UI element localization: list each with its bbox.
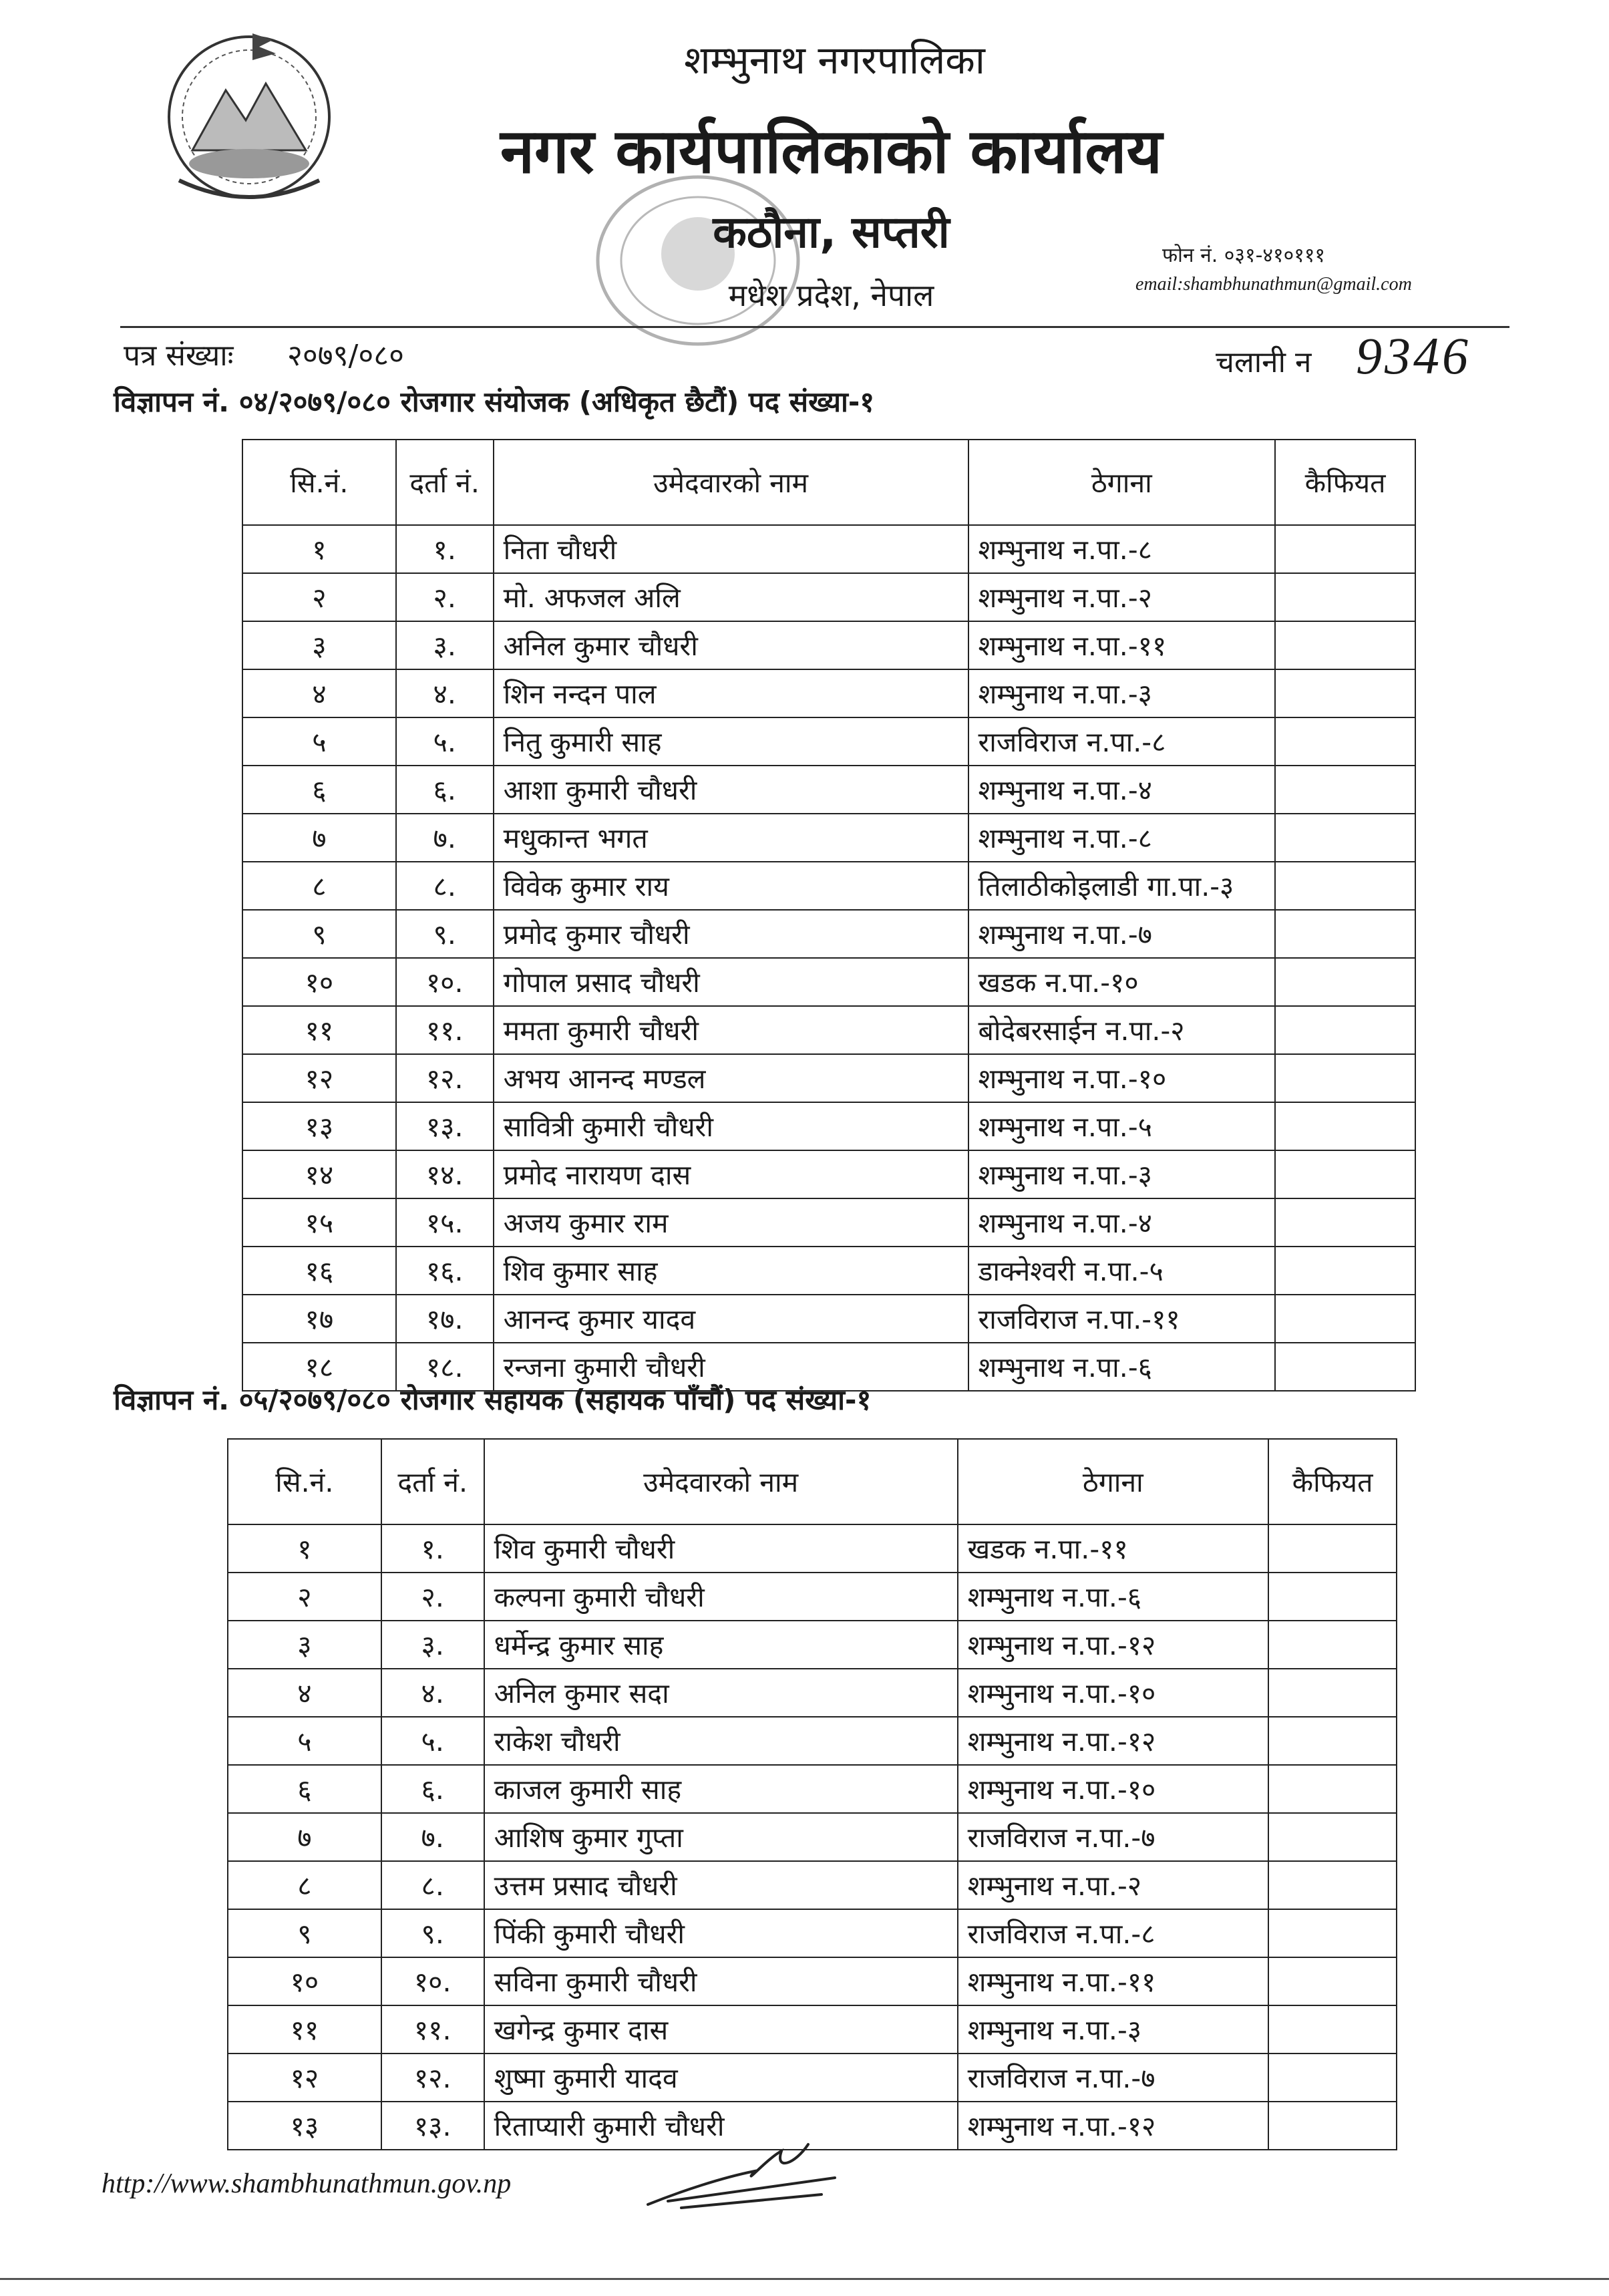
- address-cell: शम्भुनाथ न.पा.-१२: [958, 1621, 1268, 1669]
- registration-cell: ८.: [396, 862, 494, 910]
- address-cell: शम्भुनाथ न.पा.-१०: [958, 1669, 1268, 1717]
- address-cell: राजविराज न.पा.-७: [958, 1813, 1268, 1861]
- serial-cell: १२: [228, 2054, 381, 2102]
- remarks-cell: [1268, 1524, 1397, 1573]
- province-line: मधेश प्रदेश, नेपाल: [728, 277, 934, 313]
- address-cell: शम्भुनाथ न.पा.-७: [968, 910, 1276, 958]
- candidate-name-cell: कल्पना कुमारी चौधरी: [484, 1573, 958, 1621]
- serial-cell: २: [242, 573, 396, 621]
- remarks-cell: [1275, 1102, 1415, 1150]
- remarks-cell: [1275, 669, 1415, 717]
- candidate-name-cell: नितु कुमारी साह: [494, 717, 968, 766]
- registration-cell: ७.: [396, 814, 494, 862]
- column-header: ठेगाना: [968, 440, 1276, 525]
- address-cell: शम्भुनाथ न.पा.-१२: [958, 1717, 1268, 1765]
- table-row: [242, 1054, 1415, 1102]
- table-row: [228, 1813, 1397, 1861]
- address-cell: राजविराज न.पा.-८: [958, 1909, 1268, 1957]
- registration-cell: ४.: [381, 1669, 484, 1717]
- serial-cell: ११: [242, 1006, 396, 1054]
- remarks-cell: [1275, 525, 1415, 573]
- candidate-table: [242, 439, 1416, 1391]
- dispatch-number: 9346: [1356, 327, 1471, 385]
- address-cell: शम्भुनाथ न.पा.-४: [968, 766, 1276, 814]
- candidate-name-cell: पिंकी कुमारी चौधरी: [484, 1909, 958, 1957]
- registration-cell: १.: [381, 1524, 484, 1573]
- serial-cell: १८: [242, 1343, 396, 1391]
- table-row: [242, 1247, 1415, 1295]
- serial-cell: ९: [228, 1909, 381, 1957]
- registration-cell: १२.: [396, 1054, 494, 1102]
- candidate-name-cell: सावित्री कुमारी चौधरी: [494, 1102, 968, 1150]
- registration-cell: ७.: [381, 1813, 484, 1861]
- address-cell: शम्भुनाथ न.पा.-८: [968, 814, 1276, 862]
- registration-cell: १०.: [396, 958, 494, 1006]
- signature-mark: [641, 2131, 862, 2218]
- remarks-cell: [1275, 717, 1415, 766]
- municipality-name: शम्भुनाथ नगरपालिका: [684, 37, 985, 83]
- serial-cell: ३: [228, 1621, 381, 1669]
- candidate-table: [227, 1438, 1397, 2150]
- table-row: [228, 1573, 1397, 1621]
- table-row: [228, 1765, 1397, 1813]
- table-row: [228, 1524, 1397, 1573]
- address-cell: शम्भुनाथ न.पा.-३: [958, 2005, 1268, 2054]
- table-row: [242, 573, 1415, 621]
- page-bottom-rule: [0, 2278, 1609, 2280]
- serial-cell: ४: [242, 669, 396, 717]
- registration-cell: १८.: [396, 1343, 494, 1391]
- table-row: [242, 766, 1415, 814]
- column-header: कैफियत: [1268, 1439, 1397, 1524]
- table-row: [228, 1909, 1397, 1957]
- candidate-name-cell: ममता कुमारी चौधरी: [494, 1006, 968, 1054]
- table-row: [242, 1006, 1415, 1054]
- column-header: कैफियत: [1275, 440, 1415, 525]
- table-row: [242, 1295, 1415, 1343]
- office-location: कठौना, सप्तरी: [713, 206, 950, 258]
- candidate-name-cell: निता चौधरी: [494, 525, 968, 573]
- remarks-cell: [1268, 1957, 1397, 2005]
- candidate-name-cell: रिताप्यारी कुमारी चौधरी: [484, 2102, 958, 2150]
- address-cell: शम्भुनाथ न.पा.-४: [968, 1198, 1276, 1247]
- table-row: [242, 669, 1415, 717]
- address-cell: शम्भुनाथ न.पा.-३: [968, 1150, 1276, 1198]
- candidate-name-cell: मधुकान्त भगत: [494, 814, 968, 862]
- registration-cell: ५.: [396, 717, 494, 766]
- address-cell: शम्भुनाथ न.पा.-३: [968, 669, 1276, 717]
- address-cell: खडक न.पा.-१०: [968, 958, 1276, 1006]
- remarks-cell: [1275, 862, 1415, 910]
- address-cell: शम्भुनाथ न.पा.-६: [958, 1573, 1268, 1621]
- address-cell: शम्भुनाथ न.पा.-६: [968, 1343, 1276, 1391]
- letter-ref-value: २०७९/०८०: [287, 339, 404, 373]
- remarks-cell: [1268, 2102, 1397, 2150]
- candidate-name-cell: आशिष कुमार गुप्ता: [484, 1813, 958, 1861]
- table-row: [242, 958, 1415, 1006]
- table-row: [242, 1150, 1415, 1198]
- serial-cell: ६: [242, 766, 396, 814]
- address-cell: बोदेबरसाईन न.पा.-२: [968, 1006, 1276, 1054]
- remarks-cell: [1268, 1765, 1397, 1813]
- remarks-cell: [1275, 910, 1415, 958]
- serial-cell: ४: [228, 1669, 381, 1717]
- table-header-row: [228, 1439, 1397, 1524]
- registration-cell: ११.: [381, 2005, 484, 2054]
- remarks-cell: [1268, 1909, 1397, 1957]
- address-cell: शम्भुनाथ न.पा.-१०: [968, 1054, 1276, 1102]
- registration-cell: १०.: [381, 1957, 484, 2005]
- serial-cell: १७: [242, 1295, 396, 1343]
- candidate-name-cell: प्रमोद कुमार चौधरी: [494, 910, 968, 958]
- serial-cell: ६: [228, 1765, 381, 1813]
- section-title: विज्ञापन नं. ०५/२०७९/०८० रोजगार सहायक (सहायक पाँचौं) पद संख्या-१: [114, 1383, 872, 1416]
- remarks-cell: [1275, 766, 1415, 814]
- candidate-name-cell: अनिल कुमार चौधरी: [494, 621, 968, 669]
- remarks-cell: [1268, 1669, 1397, 1717]
- remarks-cell: [1275, 621, 1415, 669]
- remarks-cell: [1275, 1198, 1415, 1247]
- address-cell: शम्भुनाथ न.पा.-१२: [958, 2102, 1268, 2150]
- serial-cell: १: [242, 525, 396, 573]
- registration-cell: १७.: [396, 1295, 494, 1343]
- remarks-cell: [1275, 1054, 1415, 1102]
- serial-cell: १२: [242, 1054, 396, 1102]
- registration-cell: १.: [396, 525, 494, 573]
- candidate-name-cell: गोपाल प्रसाद चौधरी: [494, 958, 968, 1006]
- table-row: [228, 1957, 1397, 2005]
- address-cell: शम्भुनाथ न.पा.-११: [968, 621, 1276, 669]
- serial-cell: ८: [242, 862, 396, 910]
- remarks-cell: [1275, 1343, 1415, 1391]
- table-row: [242, 1198, 1415, 1247]
- remarks-cell: [1275, 573, 1415, 621]
- address-cell: शम्भुनाथ न.पा.-५: [968, 1102, 1276, 1150]
- remarks-cell: [1275, 1006, 1415, 1054]
- candidate-name-cell: आशा कुमारी चौधरी: [494, 766, 968, 814]
- serial-cell: ८: [228, 1861, 381, 1909]
- table-row: [242, 862, 1415, 910]
- table-row: [228, 2005, 1397, 2054]
- table-row: [242, 717, 1415, 766]
- remarks-cell: [1268, 2005, 1397, 2054]
- registration-cell: १६.: [396, 1247, 494, 1295]
- candidate-name-cell: अभय आनन्द मण्डल: [494, 1054, 968, 1102]
- candidate-name-cell: काजल कुमारी साह: [484, 1765, 958, 1813]
- address-cell: शम्भुनाथ न.पा.-२: [958, 1861, 1268, 1909]
- registration-cell: ११.: [396, 1006, 494, 1054]
- registration-cell: ९.: [381, 1909, 484, 1957]
- remarks-cell: [1268, 1573, 1397, 1621]
- address-cell: शम्भुनाथ न.पा.-११: [958, 1957, 1268, 2005]
- table-row: [228, 1669, 1397, 1717]
- candidate-name-cell: राकेश चौधरी: [484, 1717, 958, 1765]
- address-cell: खडक न.पा.-११: [958, 1524, 1268, 1573]
- candidate-name-cell: धर्मेन्द्र कुमार साह: [484, 1621, 958, 1669]
- table-body: [228, 1524, 1397, 2150]
- remarks-cell: [1275, 958, 1415, 1006]
- table-row: [242, 621, 1415, 669]
- candidate-name-cell: खगेन्द्र कुमार दास: [484, 2005, 958, 2054]
- website-url: http://www.shambhunathmun.gov.np: [102, 2168, 512, 2199]
- dispatch-label: चलानी न: [1216, 345, 1312, 379]
- column-header: सि.नं.: [228, 1439, 381, 1524]
- table-row: [228, 2054, 1397, 2102]
- registration-cell: ८.: [381, 1861, 484, 1909]
- serial-cell: १: [228, 1524, 381, 1573]
- serial-cell: १४: [242, 1150, 396, 1198]
- candidate-name-cell: प्रमोद नारायण दास: [494, 1150, 968, 1198]
- serial-cell: ११: [228, 2005, 381, 2054]
- registration-cell: १३.: [396, 1102, 494, 1150]
- remarks-cell: [1268, 1717, 1397, 1765]
- remarks-cell: [1275, 814, 1415, 862]
- registration-cell: ४.: [396, 669, 494, 717]
- table-row: [242, 910, 1415, 958]
- serial-cell: ५: [242, 717, 396, 766]
- address-cell: डाक्नेश्वरी न.पा.-५: [968, 1247, 1276, 1295]
- table-row: [242, 814, 1415, 862]
- serial-cell: १५: [242, 1198, 396, 1247]
- email-address: email:shambhunathmun@gmail.com: [1135, 274, 1412, 295]
- candidate-name-cell: शिन नन्दन पाल: [494, 669, 968, 717]
- serial-cell: १०: [228, 1957, 381, 2005]
- candidate-name-cell: आनन्द कुमार यादव: [494, 1295, 968, 1343]
- address-cell: राजविराज न.पा.-११: [968, 1295, 1276, 1343]
- serial-cell: १०: [242, 958, 396, 1006]
- table-row: [242, 525, 1415, 573]
- letter-ref-label: पत्र संख्याः: [124, 339, 234, 373]
- serial-cell: ७: [242, 814, 396, 862]
- remarks-cell: [1275, 1150, 1415, 1198]
- registration-cell: ६.: [381, 1765, 484, 1813]
- candidate-name-cell: उत्तम प्रसाद चौधरी: [484, 1861, 958, 1909]
- registration-cell: १४.: [396, 1150, 494, 1198]
- header-divider: [120, 326, 1509, 328]
- candidate-name-cell: सविना कुमारी चौधरी: [484, 1957, 958, 2005]
- serial-cell: ९: [242, 910, 396, 958]
- table-header-row: [242, 440, 1415, 525]
- candidate-name-cell: शिव कुमारी चौधरी: [484, 1524, 958, 1573]
- candidate-name-cell: विवेक कुमार राय: [494, 862, 968, 910]
- serial-cell: ५: [228, 1717, 381, 1765]
- column-header: उमेदवारको नाम: [494, 440, 968, 525]
- phone-number: फोन नं. ०३१-४१०१११: [1162, 244, 1326, 267]
- remarks-cell: [1268, 2054, 1397, 2102]
- remarks-cell: [1268, 1861, 1397, 1909]
- section-title: विज्ञापन नं. ०४/२०७९/०८० रोजगार संयोजक (अधिकृत छैटौं) पद संख्या-१: [114, 385, 875, 418]
- address-cell: राजविराज न.पा.-८: [968, 717, 1276, 766]
- address-cell: शम्भुनाथ न.पा.-८: [968, 525, 1276, 573]
- candidate-name-cell: मो. अफजल अलि: [494, 573, 968, 621]
- column-header: दर्ता नं.: [396, 440, 494, 525]
- remarks-cell: [1275, 1295, 1415, 1343]
- serial-cell: ७: [228, 1813, 381, 1861]
- candidate-name-cell: शुष्मा कुमारी यादव: [484, 2054, 958, 2102]
- table-row: [242, 1102, 1415, 1150]
- address-cell: राजविराज न.पा.-७: [958, 2054, 1268, 2102]
- registration-cell: ६.: [396, 766, 494, 814]
- column-header: उमेदवारको नाम: [484, 1439, 958, 1524]
- table-row: [228, 1861, 1397, 1909]
- table-row: [228, 1621, 1397, 1669]
- serial-cell: ३: [242, 621, 396, 669]
- serial-cell: १३: [228, 2102, 381, 2150]
- registration-cell: ५.: [381, 1717, 484, 1765]
- address-cell: शम्भुनाथ न.पा.-२: [968, 573, 1276, 621]
- table-body: [242, 525, 1415, 1391]
- remarks-cell: [1268, 1621, 1397, 1669]
- registration-cell: ३.: [396, 621, 494, 669]
- office-title: नगर कार्यपालिकाको कार्यालय: [500, 116, 1163, 187]
- address-cell: शम्भुनाथ न.पा.-१०: [958, 1765, 1268, 1813]
- registration-cell: १२.: [381, 2054, 484, 2102]
- candidate-name-cell: रन्जना कुमारी चौधरी: [494, 1343, 968, 1391]
- column-header: सि.नं.: [242, 440, 396, 525]
- registration-cell: ३.: [381, 1621, 484, 1669]
- office-seal-stamp: [588, 160, 808, 361]
- serial-cell: १६: [242, 1247, 396, 1295]
- remarks-cell: [1275, 1247, 1415, 1295]
- registration-cell: २.: [381, 1573, 484, 1621]
- column-header: ठेगाना: [958, 1439, 1268, 1524]
- candidate-name-cell: अनिल कुमार सदा: [484, 1669, 958, 1717]
- registration-cell: १३.: [381, 2102, 484, 2150]
- column-header: दर्ता नं.: [381, 1439, 484, 1524]
- candidate-name-cell: शिव कुमार साह: [494, 1247, 968, 1295]
- address-cell: तिलाठीकोइलाडी गा.पा.-३: [968, 862, 1276, 910]
- registration-cell: २.: [396, 573, 494, 621]
- serial-cell: १३: [242, 1102, 396, 1150]
- registration-cell: ९.: [396, 910, 494, 958]
- remarks-cell: [1268, 1813, 1397, 1861]
- table-row: [228, 1717, 1397, 1765]
- registration-cell: १५.: [396, 1198, 494, 1247]
- candidate-name-cell: अजय कुमार राम: [494, 1198, 968, 1247]
- serial-cell: २: [228, 1573, 381, 1621]
